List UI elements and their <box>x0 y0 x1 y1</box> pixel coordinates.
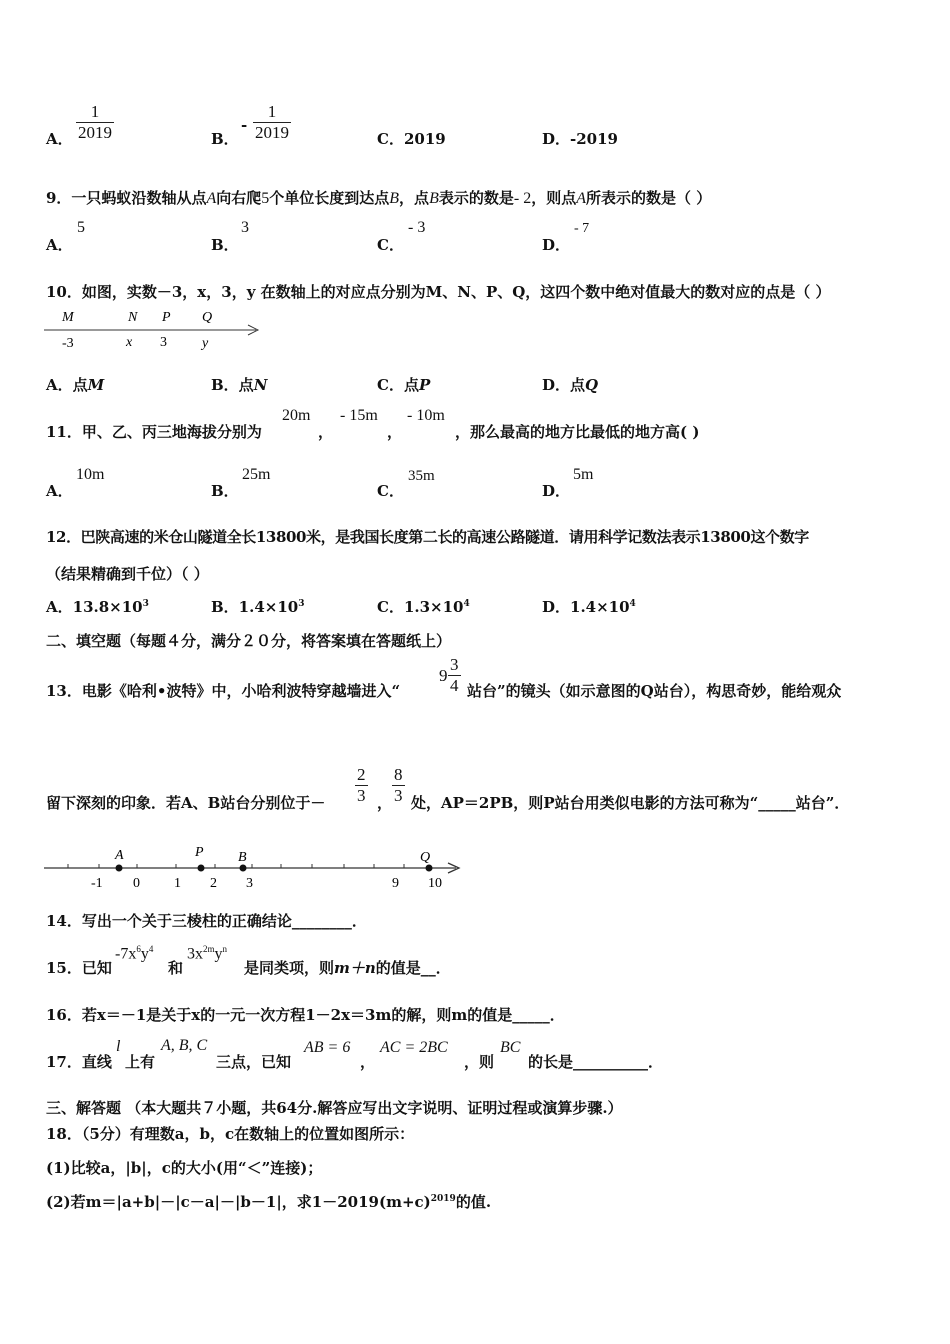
q17-points: A, B, C <box>161 1037 208 1054</box>
q18-line-1: 18．（5分）有理数a，b，c在数轴上的位置如图所示： <box>46 1125 415 1143</box>
q9-option-d-value: - 7 <box>574 221 590 236</box>
q11-sep-1: ， <box>318 423 334 441</box>
q11-option-d-value: 5m <box>573 466 594 483</box>
q8-option-b-neg: - <box>241 116 248 134</box>
q13-question-cont: 站台”的镜头（如示意图的Q站台），构思奇妙，能给观众 <box>467 682 842 700</box>
q9-question: 9．一只蚂蚁沿数轴从点A向右爬5个单位长度到达点B，点B表示的数是- 2，则点A所表示的数是（ ） <box>46 189 712 207</box>
q13-tick-label: 3 <box>246 876 253 891</box>
q10-label-q: Q <box>202 310 213 325</box>
q17-ab: AB = 6 <box>304 1039 351 1056</box>
q13-point-a <box>116 865 123 872</box>
q8-option-b-label: B． <box>211 130 239 148</box>
q13-sep: ， <box>377 794 393 812</box>
q10-label-m: M <box>62 310 74 325</box>
q8-option-a-fraction: $\frac{1}{2019}$ <box>78 102 112 142</box>
q10-option-b: B．点N <box>211 376 268 394</box>
q17-question-end: 的长是__________． <box>528 1053 664 1071</box>
q11-option-d-label: D． <box>542 482 571 500</box>
q8-option-a-label: A． <box>46 130 73 148</box>
q9-option-c-value: - 3 <box>408 219 426 236</box>
q11-question-start: 11．甲、乙、丙三地海拔分别为 <box>46 423 262 441</box>
q12-option-c: C．$1.3\times 10^4$ <box>377 598 470 616</box>
q13-tick-label: 2 <box>210 876 217 891</box>
q13-tick-label: 10 <box>428 876 442 891</box>
q10-label-p: P <box>162 310 171 325</box>
q14-question: 14．写出一个关于三棱柱的正确结论________． <box>46 912 367 930</box>
q8-option-c: C．2019 <box>377 130 446 148</box>
q13-tick-label: 9 <box>392 876 399 891</box>
q11-height-3: - 10m <box>407 407 445 424</box>
q11-height-1: 20m <box>282 407 311 424</box>
q15-term-2: $3x^{2m}y^n$ <box>187 944 228 963</box>
q11-option-a-label: A． <box>46 482 73 500</box>
q13-label-a: A <box>115 848 124 863</box>
q9-option-a-value: 5 <box>77 219 85 236</box>
q11-sep-2: ， <box>387 423 403 441</box>
q10-label-n: N <box>128 310 138 325</box>
q13-point-p <box>198 865 205 872</box>
q13-question-start: 13．电影《哈利•波特》中，小哈利波特穿越墙进入“ <box>46 682 401 700</box>
q12-option-d: D．$1.4\times 10^4$ <box>542 598 636 616</box>
q13-number-line <box>44 842 464 892</box>
q10-value-q: y <box>202 336 209 350</box>
q17-text-3: 三点，已知 <box>216 1053 292 1071</box>
q15-question-start: 15．已知 <box>46 959 112 977</box>
q11-option-c-label: C． <box>377 482 404 500</box>
q12-option-a: A．$13.8\times 10^3$ <box>46 598 149 616</box>
q18-line-3: (2)若m＝|a+b|－|c－a|－|b－1|，求$1-2019(m+c)^{2019}$的值. <box>46 1193 492 1211</box>
q11-option-c-value: 35m <box>408 468 435 484</box>
q17-line-l: l <box>116 1038 121 1055</box>
q12-question-line2: （结果精确到千位）（ ） <box>46 565 209 583</box>
q10-question: 10．如图，实数－3，x，3，y 在数轴上的对应点分别为M、N、P、Q，这四个数中绝对值最大的数对应的点是（ ） <box>46 283 831 301</box>
q9-option-d-label: D． <box>542 236 571 254</box>
q8-option-b-fraction: $\frac{1}{2019}$ <box>255 102 289 142</box>
q10-number-line <box>44 306 264 350</box>
q10-value-p: 3 <box>160 335 167 350</box>
q9-option-b-value: 3 <box>241 219 249 236</box>
q13-label-p: P <box>195 845 204 860</box>
q11-height-2: - 15m <box>340 407 378 424</box>
q10-value-m: -3 <box>62 336 74 350</box>
q9-option-c-label: C． <box>377 236 404 254</box>
q9-option-b-label: B． <box>211 236 239 254</box>
q10-option-a: A．点M <box>46 376 105 394</box>
q13-point-q <box>426 865 433 872</box>
q8-option-d: D．-2019 <box>542 130 618 148</box>
q13-fraction-1: $\frac{2}{3}$ <box>357 765 366 805</box>
q12-option-b: B．$1.4\times 10^3$ <box>211 598 305 616</box>
q9-option-a-label: A． <box>46 236 73 254</box>
q17-text-2: 上有 <box>125 1053 156 1071</box>
q17-sep: ， <box>360 1053 376 1071</box>
q15-and: 和 <box>168 959 184 977</box>
section-2-heading: 二、填空题（每题４分，满分２０分，将答案填在答题纸上） <box>46 632 452 650</box>
q17-ac: AC = 2BC <box>380 1039 448 1056</box>
q15-question-end: 是同类项，则m＋n的值是__． <box>244 959 451 977</box>
q13-mixed-whole: 9 <box>439 666 448 685</box>
section-3-heading: 三、解答题 （本大题共７小题，共64分.解答应写出文字说明、证明过程或演算步骤.） <box>46 1099 623 1117</box>
q17-bc: BC <box>500 1039 521 1056</box>
q16-question: 16．若x＝－1是关于x的一元一次方程1－2x＝3m的解，则m的值是_____． <box>46 1006 565 1024</box>
q10-option-c: C．点P <box>377 376 431 394</box>
q11-option-b-label: B． <box>211 482 239 500</box>
q11-question-end: ，那么最高的地方比最低的地方高( ) <box>455 423 700 441</box>
q13-tick-label: -1 <box>91 876 103 891</box>
q12-question-line1: 12．巴陕高速的米仓山隧道全长13800米，是我国长度第二长的高速公路隧道．请用科学记数法表示13800这个数字 <box>46 528 809 546</box>
q11-option-a-value: 10m <box>76 466 105 483</box>
q13-point-b <box>240 865 247 872</box>
q13-label-q: Q <box>420 850 431 865</box>
q13-tick-label: 0 <box>133 876 140 891</box>
q13-tick-label: 1 <box>174 876 181 891</box>
q17-question-start: 17．直线 <box>46 1053 112 1071</box>
q10-option-d: D．点Q <box>542 376 599 394</box>
q13-label-b: B <box>238 850 247 865</box>
q13-mixed-fraction: $\frac{3}{4}$ <box>450 655 459 695</box>
q10-value-n: x <box>126 335 133 350</box>
q13-fraction-2: $\frac{8}{3}$ <box>394 765 403 805</box>
q15-term-1: $-7x^6y^4$ <box>115 944 154 963</box>
q13-question-end: 处，AP＝2PB，则P站台用类似电影的方法可称为“_____站台”． <box>411 794 850 812</box>
q17-text-4: ，则 <box>464 1053 495 1071</box>
q11-option-b-value: 25m <box>242 466 271 483</box>
q13-question-line2: 留下深刻的印象．若A、B站台分别位于－ <box>46 794 326 812</box>
q18-line-2: (1)比较a，|b|，c的大小(用“＜”连接)； <box>46 1159 323 1177</box>
